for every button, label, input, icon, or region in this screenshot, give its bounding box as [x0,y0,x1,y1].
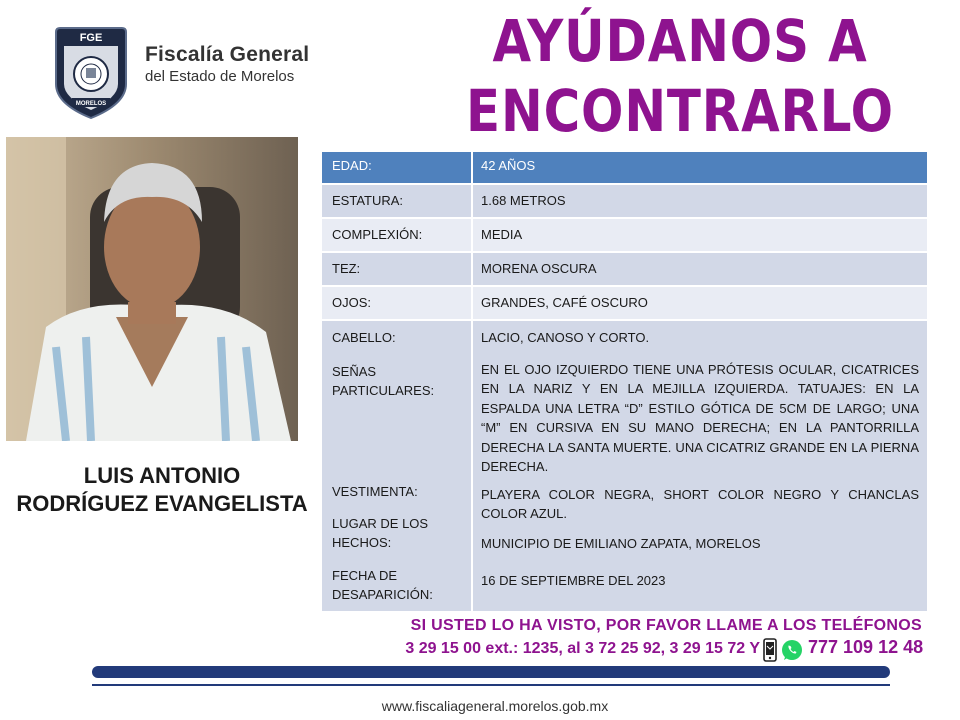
person-name-line1: LUIS ANTONIO [83,463,241,488]
tez-value: MORENA OSCURA [472,252,927,286]
table-row [322,184,927,218]
ojos-value: GRANDES, CAFÉ OSCURO [472,286,927,320]
fge-logo-icon [52,24,130,120]
logo-text-top: FGE [79,32,103,44]
whatsapp-icon [780,638,804,662]
tez-label: TEZ: [322,252,472,286]
footer-divider [92,684,890,686]
table-row [322,320,927,612]
call-to-action: SI USTED LO HA VISTO, POR FAVOR LLAME A LOS TELÉFONOS [410,617,922,634]
headline-line1: AYÚDANOS A [492,7,868,75]
fecha-value: 16 DE SEPTIEMBRE DEL 2023 [481,573,666,588]
estatura-label: ESTATURA: [322,184,472,218]
lugar-value: MUNICIPIO DE EMILIANO ZAPATA, MORELOS [481,535,761,551]
table-row [322,252,927,286]
headline-line2: ENCONTRARLO [466,77,894,145]
person-name [2,462,322,518]
senas-value: EN EL OJO IZQUIERDO TIENE UNA PRÓTESIS OCULAR, CICATRICES EN LA NARIZ Y EN LA MEJILLA IZQUIERDA. TATUAJES: EN LA ESPALDA UNA LETRA “D” ESTILO GÓTICA DE 5CM DE LARGO; UNA “M” EN CURSIVA EN SU MANO DERECHA; EN LA PANTORRILLA DERECHA LA SANTA MUERTE. UNA CICATRIZ GRANDE EN LA PIERNA DERECHA. [481,361,919,474]
footer-bar [92,666,890,678]
logo-text-bottom: MORELOS [75,101,107,107]
details-table [322,152,927,613]
person-photo [6,137,298,441]
lugar-label: LUGAR DE LOS HECHOS: [332,515,429,550]
edad-label: EDAD: [322,152,472,184]
table-row [322,152,927,184]
cabello-value: LACIO, CANOSO Y CORTO. [481,330,650,345]
edad-value: 42 AÑOS [472,152,927,184]
complexion-value: MEDIA [472,218,927,252]
senas-label: SEÑAS PARTICULARES: [332,363,435,398]
ojos-label: OJOS: [322,286,472,320]
headline [448,6,912,146]
complexion-label: COMPLEXIÓN: [322,218,472,252]
cabello-label: CABELLO: [332,330,396,345]
whatsapp-number: 777 109 12 48 [808,637,924,657]
phone-numbers: 3 29 15 00 ext.: 1235, al 3 72 25 92, 3 29 15 72 Y [405,640,760,657]
mobile-phone-icon [762,638,778,662]
vestimenta-label: VESTIMENTA: [332,483,418,499]
website-link[interactable]: www.fiscaliageneral.morelos.gob.mx [381,698,609,714]
person-name-line2: RODRÍGUEZ EVANGELISTA [16,491,308,516]
org-name: Fiscalía General [145,43,310,66]
table-row [322,218,927,252]
org-subtitle: del Estado de Morelos [145,68,295,85]
labels-cell [322,320,472,612]
table-row [322,286,927,320]
vestimenta-value: PLAYERA COLOR NEGRA, SHORT COLOR NEGRO Y CHANCLAS COLOR AZUL. [481,486,919,521]
fecha-label: FECHA DE DESAPARICIÓN: [332,567,433,602]
values-cell [472,320,927,612]
estatura-value: 1.68 METROS [472,184,927,218]
